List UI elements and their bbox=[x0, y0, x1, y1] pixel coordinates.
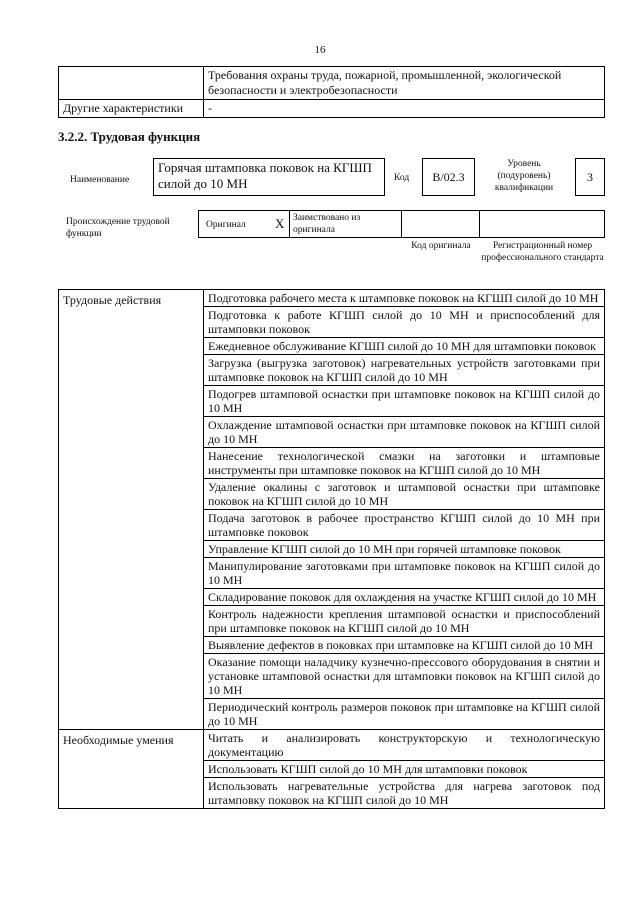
borrowed-cell bbox=[289, 211, 402, 237]
table-row bbox=[59, 730, 605, 761]
name-label: Наименование bbox=[70, 175, 130, 185]
labor-action-item: Оказание помощи наладчику кузнечно-прессового оборудования в снятии и установке штамповой оснастки для штамповки поковок на КГШП силой до 10 МН bbox=[204, 654, 605, 699]
labor-action-item: Подача заготовок в рабочее пространство КГШП силой до 10 МН при штамповке поковок bbox=[204, 510, 605, 541]
original-mark: X bbox=[275, 216, 285, 231]
skill-group-label: Необходимые умения bbox=[59, 730, 204, 809]
qualification-level-box: 3 bbox=[575, 158, 605, 196]
labor-action-item: Загрузка (выгрузка заготовок) нагревательных устройств заготовками при штамповке поковок на КГШП силой до 10 МН bbox=[204, 355, 605, 386]
regnum-caption: Регистрационный номер профессионального стандарта bbox=[481, 241, 604, 263]
labor-action-item: Нанесение технологической смазки на заготовки и штамповые инструменты при штамповке поковок на КГШП силой до 10 МН bbox=[204, 448, 605, 479]
original-cell bbox=[199, 211, 290, 237]
original-label: Оригинал bbox=[206, 220, 246, 230]
row-value: Требования охраны труда, пожарной, промышленной, экологической безопасности и электробезопасности bbox=[204, 67, 605, 100]
regnum-cell bbox=[479, 211, 604, 237]
table-row bbox=[59, 100, 605, 118]
top-requirements-table bbox=[58, 66, 605, 118]
function-code-box: B/02.3 bbox=[422, 158, 475, 196]
labor-action-group-label: Трудовые действия bbox=[59, 290, 204, 730]
original-code-caption: Код оригинала bbox=[411, 241, 471, 251]
function-name-box: Горячая штамповка поковок на КГШП силой до 10 МН bbox=[153, 158, 385, 196]
origin-label: Происхождение трудовой функции bbox=[66, 217, 170, 239]
labor-action-item: Ежедневное обслуживание КГШП силой до 10 МН для штамповки поковок bbox=[204, 338, 605, 355]
labor-action-item: Охлаждение штамповой оснастки при штамповке поковок на КГШП силой до 10 МН bbox=[204, 417, 605, 448]
labor-action-item: Складирование поковок для охлаждения на участке КГШП силой до 10 МН bbox=[204, 589, 605, 606]
labor-action-item: Управление КГШП силой до 10 МН при горячей штамповке поковок bbox=[204, 541, 605, 558]
table-row bbox=[59, 290, 605, 307]
origin-row bbox=[198, 210, 605, 238]
labor-action-item: Манипулирование заготовками при штамповке поковок на КГШП силой до 10 МН bbox=[204, 558, 605, 589]
labor-action-item: Периодический контроль размеров поковок при штамповке на КГШП силой до 10 МН bbox=[204, 699, 605, 730]
row-value: - bbox=[204, 100, 605, 118]
skill-item: Использовать КГШП силой до 10 МН для штамповки поковок bbox=[204, 761, 605, 778]
row-label: Другие характеристики bbox=[59, 100, 204, 118]
labor-action-item: Подготовка рабочего места к штамповке поковок на КГШП силой до 10 МН bbox=[204, 290, 605, 307]
skill-item: Читать и анализировать конструкторскую и технологическую документацию bbox=[204, 730, 605, 761]
labor-action-item: Контроль надежности крепления штамповой оснастки и приспособлений при штамповке поковок на КГШП силой до 10 МН bbox=[204, 606, 605, 637]
section-title: 3.2.2. Трудовая функция bbox=[58, 129, 201, 144]
labor-action-item: Удаление окалины с заготовок и штамповой оснастки при штамповке поковок на КГШП силой до 10 МН bbox=[204, 479, 605, 510]
original-code-cell bbox=[401, 211, 480, 237]
level-label: Уровень (подуровень) квалификации bbox=[494, 159, 554, 193]
skill-item: Использовать нагревательные устройства для нагрева заготовок под штамповку поковок на КГШП силой до 10 МН bbox=[204, 778, 605, 809]
labor-action-item: Выявление дефектов в поковках при штамповке на КГШП силой до 10 МН bbox=[204, 637, 605, 654]
code-label: Код bbox=[394, 173, 410, 183]
labor-action-item: Подогрев штамповой оснастки при штамповке поковок на КГШП силой до 10 МН bbox=[204, 386, 605, 417]
table-row bbox=[59, 67, 605, 100]
borrowed-label: Заимствовано из оригинала bbox=[293, 213, 361, 235]
page-number: 16 bbox=[314, 44, 326, 56]
row-label bbox=[59, 67, 204, 100]
labor-action-item: Подготовка к работе КГШП силой до 10 МН и приспособлений для штамповки поковок bbox=[204, 307, 605, 338]
labor-function-table bbox=[58, 289, 605, 809]
